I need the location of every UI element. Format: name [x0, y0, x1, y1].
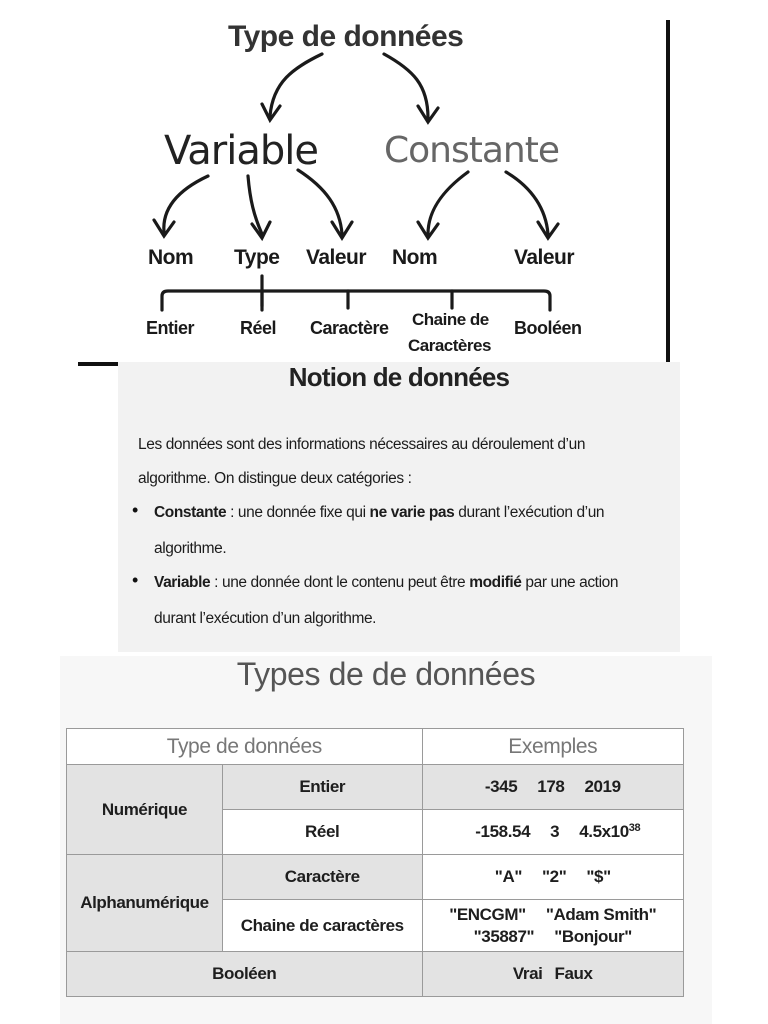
type-chaine-cell: Chaine de caractères — [222, 900, 422, 952]
arrow-variable-to-nom — [164, 176, 208, 232]
arrow-variable-to-valeur — [298, 170, 342, 234]
booleen-examples: Vrai Faux — [422, 952, 683, 997]
type-reel-cell: Réel — [222, 810, 422, 855]
arrow-title-to-constante — [384, 54, 428, 118]
notion-intro-line2: algorithme. On distingue deux catégories : — [138, 470, 412, 487]
var-nom: Nom — [148, 246, 194, 269]
types-section — [60, 656, 712, 1024]
variable-definition-line2: durant l’exécution d’un algorithme. — [154, 610, 377, 627]
var-valeur: Valeur — [306, 246, 367, 269]
category-numerique: Numérique — [67, 765, 223, 855]
diagram-arrows — [78, 20, 666, 362]
type-reel: Réel — [240, 318, 277, 338]
variable-definition-line1: Variable : une donnée dont le contenu peut être modifié par une action — [154, 574, 619, 591]
table-row — [67, 855, 684, 900]
header-type: Type de données — [67, 729, 423, 765]
types-title: Types de de données — [236, 656, 536, 692]
header-examples: Exemples — [422, 729, 683, 765]
type-booleen: Booléen — [514, 318, 582, 338]
type-entier: Entier — [146, 318, 195, 338]
bullet-icon: • — [132, 500, 139, 520]
category-alphanumerique: Alphanumérique — [67, 855, 223, 952]
chaine-examples: "ENCGM" "Adam Smith" "35887" "Bonjour" — [422, 900, 683, 952]
var-type: Type — [234, 246, 280, 269]
arrow-constante-to-valeur — [506, 172, 548, 234]
diagram-title: Type de données — [228, 20, 464, 53]
notion-section — [118, 362, 680, 652]
bullet-icon: • — [132, 570, 139, 590]
table-header-row — [67, 729, 684, 765]
type-booleen-cell: Booléen — [67, 952, 423, 997]
type-caractere: Caractère — [310, 318, 389, 338]
const-valeur: Valeur — [514, 246, 575, 269]
variable-label: Variable — [164, 128, 318, 174]
notion-title: Notion de données — [288, 362, 510, 392]
notion-intro-line1: Les données sont des informations nécessaires au déroulement d’un — [138, 436, 586, 453]
constante-label: Constante — [384, 130, 559, 171]
arrow-constante-to-nom — [428, 172, 468, 234]
constante-definition-line1: Constante : une donnée fixe qui ne varie pas durant l’exécution d’un — [154, 504, 605, 521]
variable-term: Variable — [154, 574, 211, 591]
caractere-examples: "A" "2" "$" — [422, 855, 683, 900]
table-row — [67, 952, 684, 997]
constante-term: Constante — [154, 504, 227, 521]
constante-definition-line2: algorithme. — [154, 540, 227, 557]
type-entier-cell: Entier — [222, 765, 422, 810]
types-table — [66, 728, 684, 997]
type-chaine-line1: Chaine de — [412, 310, 489, 329]
reel-examples: -158.54 3 $4.5x10^{38}$ — [422, 810, 683, 855]
type-chaine-line2: Caractères — [408, 336, 491, 355]
entier-examples: -345 178 2019 — [422, 765, 683, 810]
arrow-variable-to-type — [248, 176, 262, 234]
type-bracket — [162, 291, 550, 310]
type-de-donnees-diagram — [78, 20, 670, 366]
type-caractere-cell: Caractère — [222, 855, 422, 900]
const-nom: Nom — [392, 246, 438, 269]
table-row — [67, 765, 684, 810]
